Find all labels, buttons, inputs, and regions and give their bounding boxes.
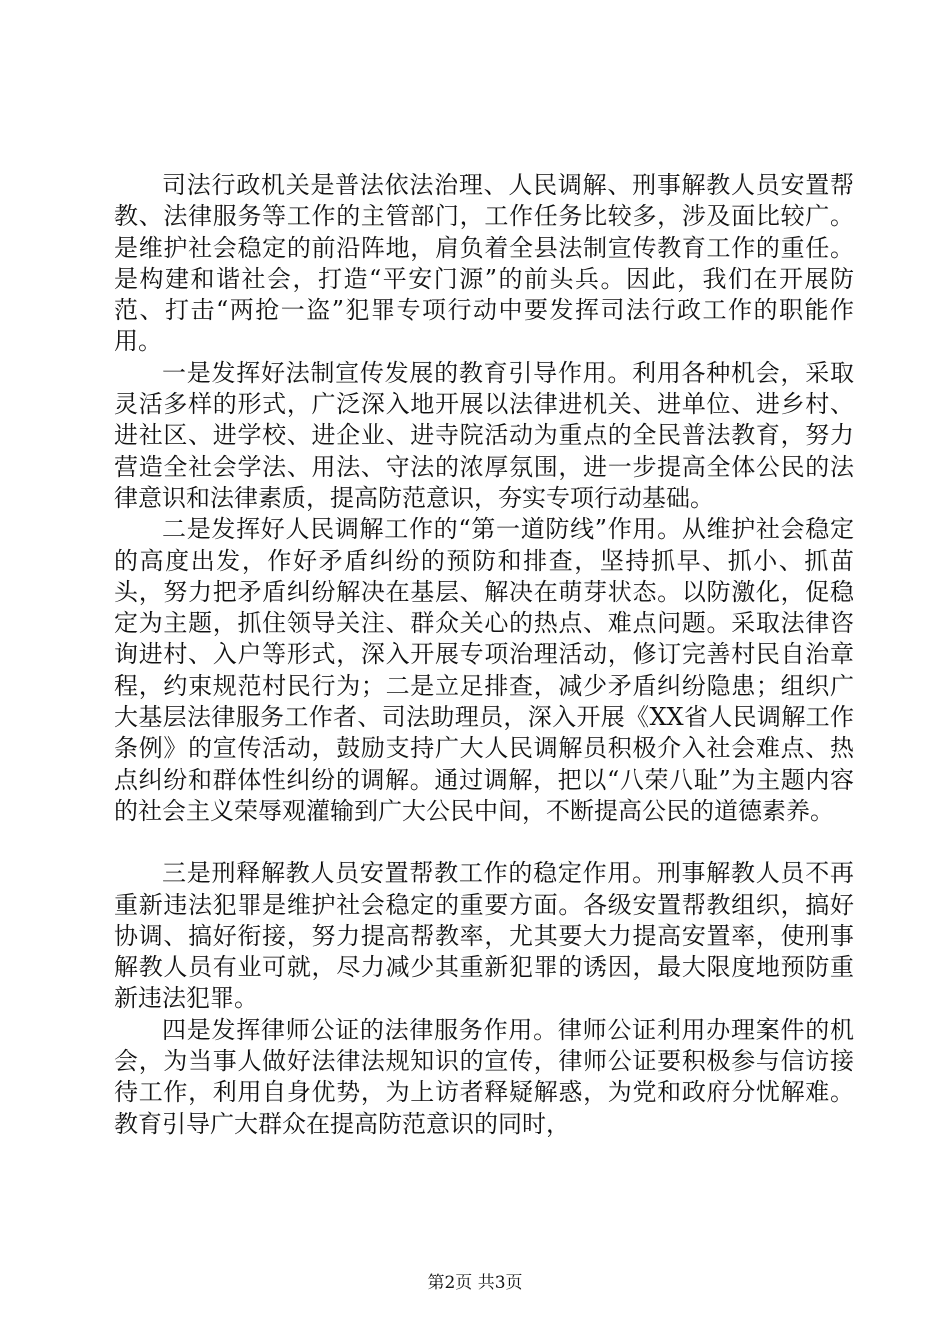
paragraph-intro: 司法行政机关是普法依法治理、人民调解、刑事解教人员安置帮教、法律服务等工作的主管部门，工作任务比较多，涉及面比较广。是维护社会稳定的前沿阵地，肩负着全县法制宣传教育工作的重任。是构建和谐社会，打造“平安门源”的前头兵。因此，我们在开展防范、打击“两抢一盗”犯罪专项行动中要发挥司法行政工作的职能作用。 bbox=[114, 171, 854, 356]
paragraph-point-4: 四是发挥律师公证的法律服务作用。律师公证利用办理案件的机会，为当事人做好法律法规知识的宣传，律师公证要积极参与信访接待工作，利用自身优势，为上访者释疑解惑，为党和政府分忧解难。教育引导广大群众在提高防范意识的同时， bbox=[114, 1015, 854, 1138]
paragraph-point-3: 三是刑释解教人员安置帮教工作的稳定作用。刑事解教人员不再重新违法犯罪是维护社会稳定的重要方面。各级安置帮教组织，搞好协调、搞好衔接，努力提高帮教率，尤其要大力提高安置率，使刑事解教人员有业可就，尽力减少其重新犯罪的诱因，最大限度地预防重新违法犯罪。 bbox=[114, 859, 854, 1013]
paragraph-point-2: 二是发挥好人民调解工作的“第一道防线”作用。从维护社会稳定的高度出发，作好矛盾纠纷的预防和排查，坚持抓早、抓小、抓苗头，努力把矛盾纠纷解决在基层、解决在萌芽状态。以防激化，促稳定为主题，抓住领导关注、群众关心的热点、难点问题。采取法律咨询进村、入户等形式，深入开展专项治理活动，修订完善村民自治章程，约束规范村民行为；二是立足排查，减少矛盾纠纷隐患；组织广大基层法律服务工作者、司法助理员，深入开展《XX省人民调解工作条例》的宣传活动，鼓励支持广大人民调解员积极介入社会难点、热点纠纷和群体性纠纷的调解。通过调解，把以“八荣八耻”为主题内容的社会主义荣辱观灌输到广大公民中间，不断提高公民的道德素养。 bbox=[114, 515, 854, 825]
paragraph-point-1: 一是发挥好法制宣传发展的教育引导作用。利用各种机会，采取灵活多样的形式，广泛深入地开展以法律进机关、进单位、进乡村、进社区、进学校、进企业、进寺院活动为重点的全民普法教育，努力营造全社会学法、用法、守法的浓厚氛围，进一步提高全体公民的法律意识和法律素质，提高防范意识，夯实专项行动基础。 bbox=[114, 358, 854, 512]
document-body bbox=[114, 170, 854, 1140]
page-number-footer: 第2页 共3页 bbox=[427, 1273, 523, 1293]
